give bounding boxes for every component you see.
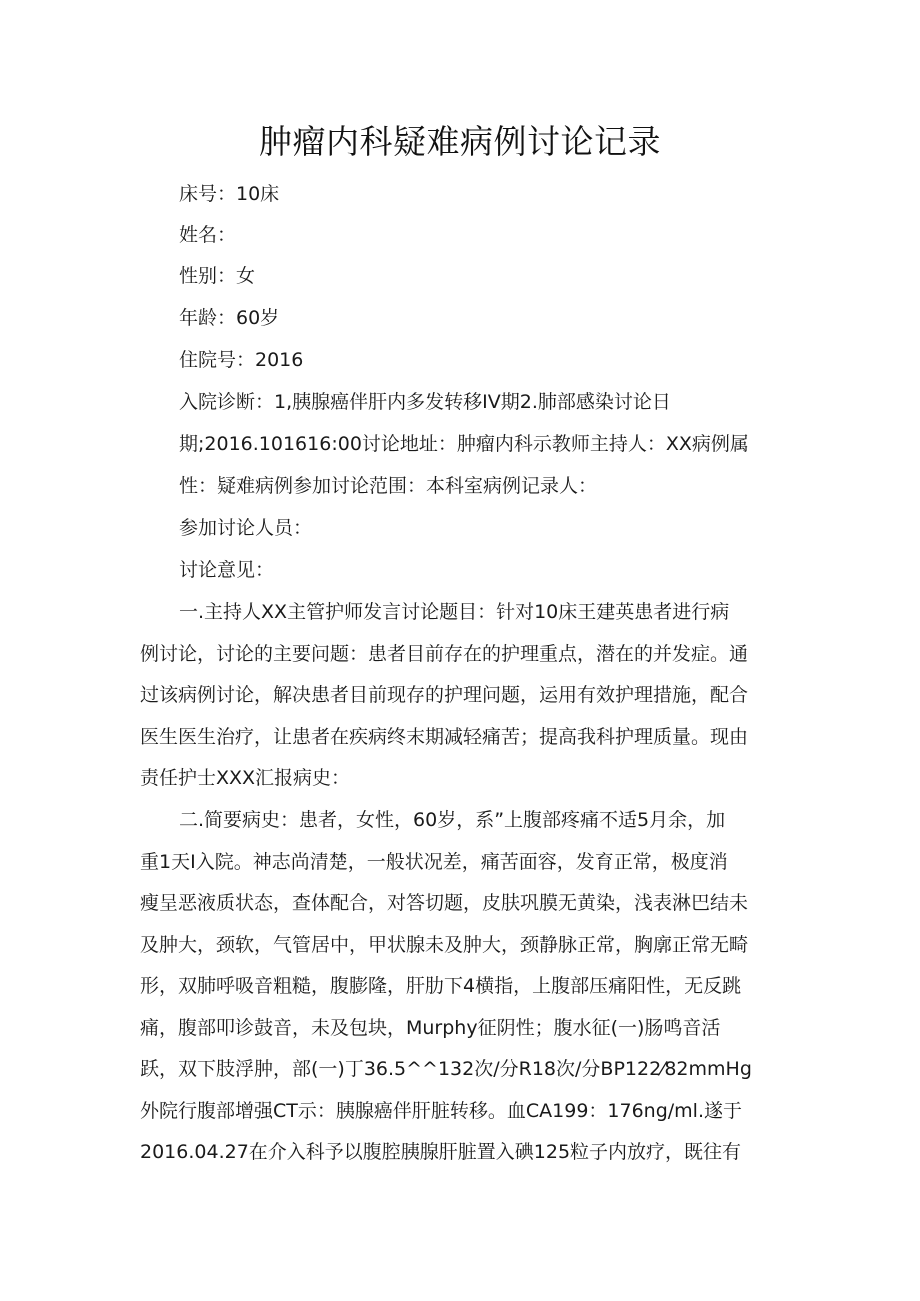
section-one-line: 例讨论，讨论的主要问题：患者目前存在的护理重点，潜在的并发症。通: [140, 642, 749, 665]
admission-diagnosis-line-3: 性：疑难病例参加讨论范围：本科室病例记录人：: [179, 475, 598, 497]
section-two-line: 痛，腹部叩诊鼓音，未及包块，Murphy征阴性；腹水征(一)肠鸣音活: [140, 1016, 721, 1039]
section-two-line: 形，双肺呼吸音粗糙，腹膨隆，肝肋下4横指，上腹部压痛阳性，无反跳: [140, 975, 742, 997]
participants-label: 参加讨论人员：: [179, 517, 313, 539]
document-title: 肿瘤内科疑难病例讨论记录: [259, 122, 661, 161]
section-one-line: 过该病例讨论，解决患者目前现存的护理问题，运用有效护理措施，配合: [140, 684, 749, 706]
section-two-paragraph: [140, 800, 785, 1174]
section-one-line: 医生医生治疗，让患者在疾病终末期减轻痛苦；提高我科护理质量。现由: [140, 725, 749, 748]
bed-number-field: 床号：10床: [179, 183, 280, 205]
section-two-line: 外院行腹部增强CT示：胰腺癌伴肝脏转移。血CA199：176ng/ml.遂于: [140, 1099, 742, 1122]
section-two-line: 二.简要病史：患者，女性，60岁，系”上腹部疼痛不适5月余，加: [179, 809, 726, 831]
admission-number-field: 住院号：2016: [179, 349, 304, 371]
section-one-line: 一.主持人XX主管护师发言讨论题目：针对10床王建英患者进行病: [179, 601, 730, 623]
patient-name-field: 姓名：: [179, 224, 237, 246]
section-two-line: 及肿大，颈软，气管居中，甲状腺未及肿大，颈静脉正常，胸廓正常无畸: [140, 933, 749, 956]
section-two-line: 瘦呈恶液质状态，查体配合，对答切题，皮肤巩膜无黄染，浅表淋巴结未: [140, 892, 749, 914]
gender-field: 性别：女: [179, 265, 256, 287]
admission-diagnosis-line-2: 期;2016.101616:00讨论地址：肿瘤内科示教师主持人：XX病例属: [179, 433, 749, 455]
opinion-label: 讨论意见：: [179, 559, 275, 581]
section-one-paragraph: [140, 592, 785, 800]
section-one-line: 责任护士XXX汇报病史：: [140, 767, 351, 789]
admission-diagnosis-line-1: 入院诊断：1,胰腺癌伴肝内多发转移IV期2.肺部感染讨论日: [179, 391, 671, 413]
section-two-line: 跃，双下肢浮肿，部(一)丁36.5^^132次/分R18次/分BP122⁄82mmHg: [140, 1058, 752, 1080]
section-two-line: 2016.04.27在介入科予以腹腔胰腺肝脏置入碘125粒子内放疗，既往有: [140, 1141, 742, 1163]
age-field: 年龄：60岁: [179, 307, 280, 329]
section-two-line: 重1天I入院。神志尚清楚，一般状况差，痛苦面容，发育正常，极度消: [140, 850, 728, 873]
